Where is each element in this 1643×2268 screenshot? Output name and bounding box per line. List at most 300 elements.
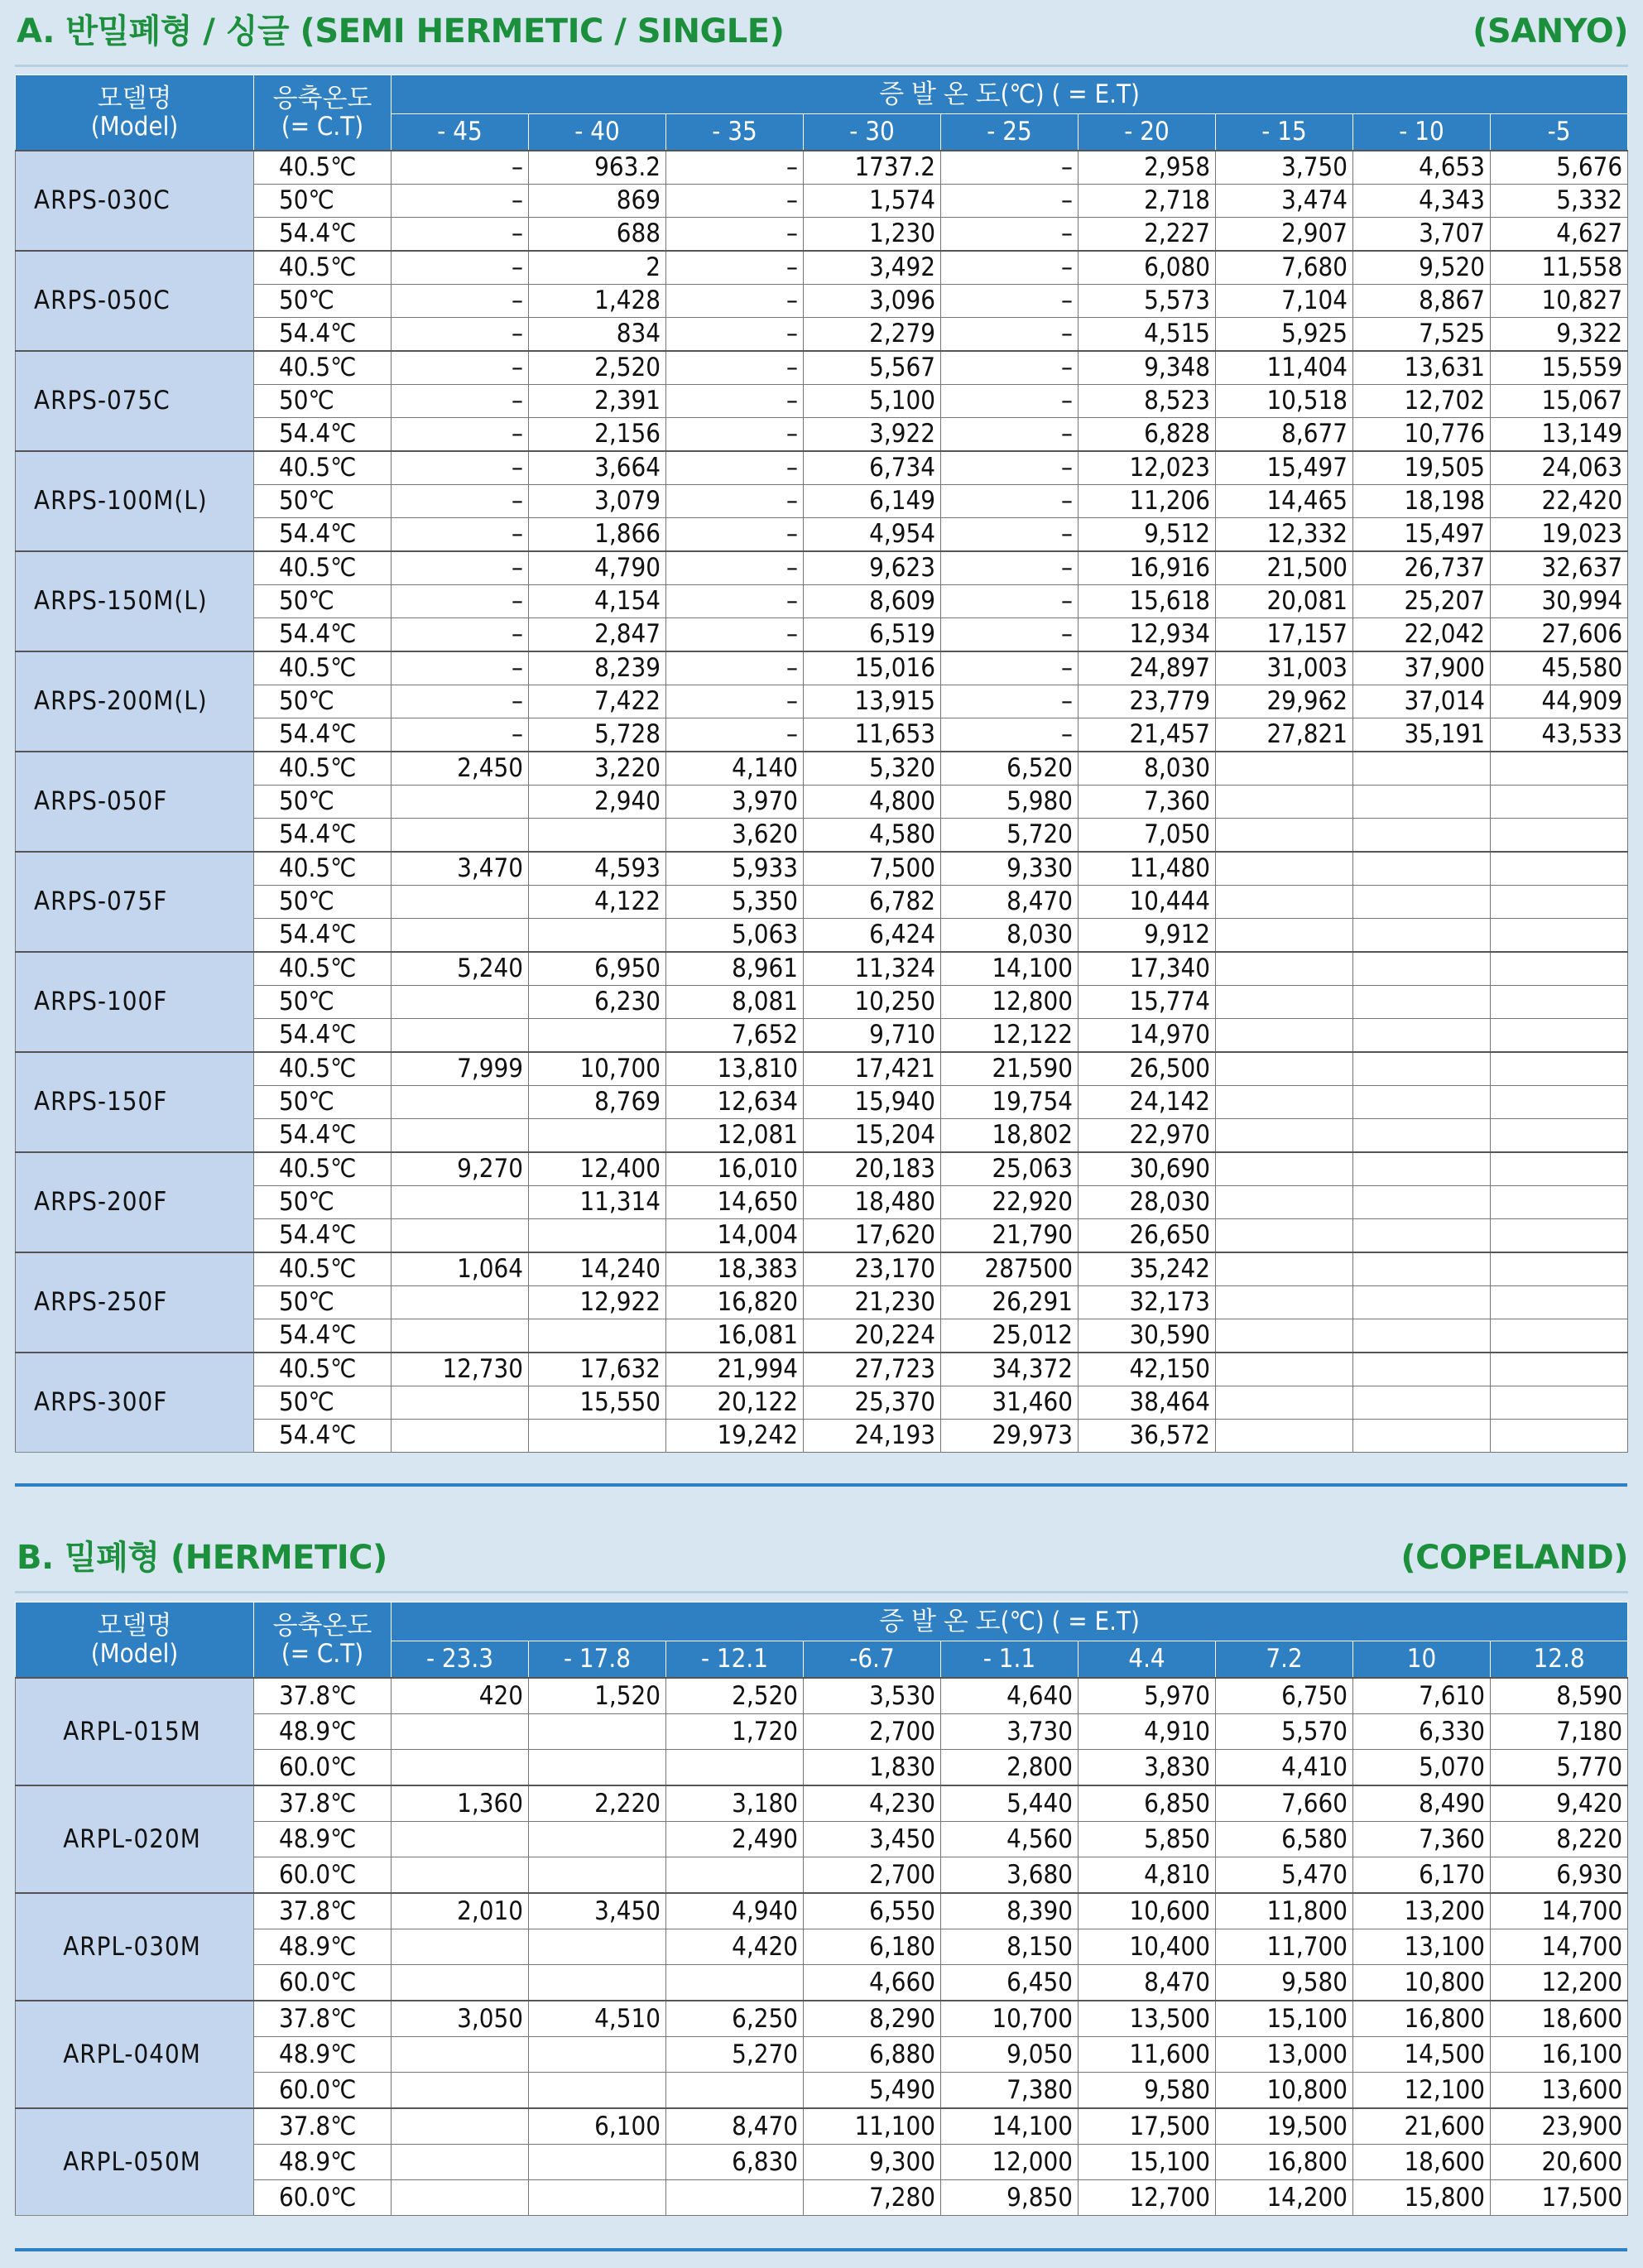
table-row [16,485,1628,518]
condensing-temp-cell: 40.5℃ [254,1353,392,1386]
capacity-cell: 11,314 [529,1186,666,1219]
capacity-cell [1353,886,1491,919]
condensing-temp-cell: 54.4℃ [254,618,392,652]
capacity-cell: 5,070 [1353,1750,1491,1786]
capacity-cell: – [941,551,1079,585]
capacity-cell: 32,637 [1491,551,1628,585]
capacity-cell: 14,240 [529,1252,666,1286]
capacity-cell: 2,279 [804,318,941,352]
capacity-cell [1491,986,1628,1019]
capacity-cell: 11,700 [1216,1929,1353,1965]
capacity-cell: 7,050 [1079,819,1216,853]
model-cell: ARPS-200F [16,1152,254,1252]
model-cell: ARPL-020M [16,1785,254,1893]
capacity-cell: 14,004 [666,1219,804,1253]
capacity-cell [1491,1152,1628,1186]
capacity-cell [1491,1420,1628,1453]
capacity-cell: 1,574 [804,185,941,218]
table-row [16,1386,1628,1420]
table-row [16,1965,1628,2001]
et-column-header: 7.2 [1216,1641,1353,1679]
capacity-cell [1353,919,1491,953]
table-row [16,218,1628,252]
capacity-cell [1353,1386,1491,1420]
capacity-cell [529,1019,666,1053]
capacity-cell: 287500 [941,1252,1079,1286]
capacity-cell: – [392,251,529,285]
capacity-cell: 4,910 [1079,1714,1216,1750]
capacity-cell: 6,950 [529,952,666,986]
section-b-brand: (COPELAND) [1400,1539,1628,1577]
capacity-cell: 34,372 [941,1353,1079,1386]
capacity-cell: 25,012 [941,1319,1079,1353]
capacity-cell: 5,470 [1216,1857,1353,1894]
capacity-cell: 2 [529,251,666,285]
capacity-cell: – [666,418,804,452]
capacity-cell: 23,170 [804,1252,941,1286]
table-row [16,1353,1628,1386]
capacity-cell: 7,280 [804,2180,941,2216]
capacity-cell: 9,300 [804,2145,941,2180]
capacity-cell: 2,700 [804,1857,941,1894]
capacity-cell: 11,653 [804,718,941,752]
capacity-cell: 8,290 [804,2001,941,2037]
capacity-cell: 4,627 [1491,218,1628,252]
model-column-header: 모델명 (Model) [16,75,254,151]
capacity-cell: 15,618 [1079,585,1216,618]
capacity-cell: 25,207 [1353,585,1491,618]
capacity-cell: 27,606 [1491,618,1628,652]
capacity-cell: 20,224 [804,1319,941,1353]
capacity-cell [392,886,529,919]
capacity-cell: 3,450 [804,1822,941,1857]
model-cell: ARPL-030M [16,1893,254,2001]
condensing-temp-cell: 50℃ [254,1186,392,1219]
capacity-cell [1491,952,1628,986]
et-column-header: - 12.1 [666,1641,804,1679]
capacity-cell [1216,1052,1353,1086]
et-column-header: - 1.1 [941,1641,1079,1679]
capacity-cell: 9,580 [1079,2073,1216,2109]
table-row [16,351,1628,385]
capacity-cell: 420 [392,1678,529,1714]
condensing-temp-cell: 54.4℃ [254,718,392,752]
et-column-header: -6.7 [804,1641,941,1679]
capacity-cell [392,1714,529,1750]
capacity-cell: 25,370 [804,1386,941,1420]
capacity-cell [1353,1286,1491,1319]
section-b-header [17,1539,1628,1577]
capacity-cell: 38,464 [1079,1386,1216,1420]
capacity-cell: 12,100 [1353,2073,1491,2109]
capacity-cell: 2,700 [804,1714,941,1750]
capacity-cell [1353,819,1491,853]
capacity-cell: 27,821 [1216,718,1353,752]
capacity-cell: 12,934 [1079,618,1216,652]
capacity-cell [1216,1353,1353,1386]
capacity-cell: 6,782 [804,886,941,919]
capacity-cell: 4,560 [941,1822,1079,1857]
table-row [16,1119,1628,1153]
capacity-cell: 12,400 [529,1152,666,1186]
capacity-cell: 10,518 [1216,385,1353,418]
capacity-cell [666,2180,804,2216]
capacity-cell [529,2073,666,2109]
table-row [16,1019,1628,1053]
capacity-cell: 15,497 [1353,518,1491,552]
capacity-cell: 13,915 [804,685,941,718]
capacity-cell [529,2145,666,2180]
capacity-cell: 2,520 [529,351,666,385]
capacity-cell: 5,332 [1491,185,1628,218]
capacity-cell [1216,1152,1353,1186]
capacity-cell: 10,400 [1079,1929,1216,1965]
capacity-cell: 16,820 [666,1286,804,1319]
capacity-cell: 14,700 [1491,1929,1628,1965]
capacity-cell: 7,180 [1491,1714,1628,1750]
table-row [16,651,1628,685]
table-row [16,2073,1628,2109]
table-row [16,185,1628,218]
model-cell: ARPS-075F [16,852,254,952]
capacity-cell: 11,206 [1079,485,1216,518]
capacity-cell [666,1857,804,1894]
capacity-cell: 6,519 [804,618,941,652]
capacity-cell [1216,819,1353,853]
capacity-cell: 1,866 [529,518,666,552]
capacity-cell: 9,520 [1353,251,1491,285]
capacity-cell: 6,149 [804,485,941,518]
capacity-cell: 2,490 [666,1822,804,1857]
capacity-cell: 12,730 [392,1353,529,1386]
capacity-cell: – [941,585,1079,618]
capacity-cell: 3,922 [804,418,941,452]
capacity-cell: 3,096 [804,285,941,318]
table-row [16,585,1628,618]
capacity-cell [529,1714,666,1750]
condensing-temp-cell: 40.5℃ [254,351,392,385]
capacity-cell: 17,632 [529,1353,666,1386]
capacity-cell: 32,173 [1079,1286,1216,1319]
capacity-cell: 35,191 [1353,718,1491,752]
capacity-cell [529,1929,666,1965]
capacity-cell: – [392,285,529,318]
capacity-cell: 23,779 [1079,685,1216,718]
capacity-cell [1216,1252,1353,1286]
capacity-cell: 26,500 [1079,1052,1216,1086]
capacity-cell: 10,827 [1491,285,1628,318]
capacity-cell: 20,183 [804,1152,941,1186]
capacity-cell: – [392,685,529,718]
capacity-cell: 5,980 [941,786,1079,819]
condensing-temp-cell: 60.0℃ [254,1750,392,1786]
capacity-cell: 688 [529,218,666,252]
condensing-temp-cell: 54.4℃ [254,318,392,352]
et-column-header: - 23.3 [392,1641,529,1679]
capacity-cell [666,2073,804,2109]
capacity-cell: 13,631 [1353,351,1491,385]
capacity-cell: 8,867 [1353,285,1491,318]
table-row [16,1822,1628,1857]
condensing-temp-cell: 37.8℃ [254,2001,392,2037]
capacity-cell: 8,030 [941,919,1079,953]
condensing-temp-cell: 37.8℃ [254,1678,392,1714]
table-row [16,1286,1628,1319]
condensing-temp-cell: 50℃ [254,1286,392,1319]
capacity-cell: 31,460 [941,1386,1079,1420]
capacity-cell: 1,230 [804,218,941,252]
capacity-cell: 4,230 [804,1785,941,1822]
capacity-cell: 20,122 [666,1386,804,1420]
capacity-cell: 14,650 [666,1186,804,1219]
capacity-cell: 2,391 [529,385,666,418]
table-row [16,518,1628,552]
capacity-cell: 35,242 [1079,1252,1216,1286]
capacity-cell: 7,999 [392,1052,529,1086]
table-row [16,919,1628,953]
capacity-cell: 5,490 [804,2073,941,2109]
capacity-cell: 10,776 [1353,418,1491,452]
model-cell: ARPS-250F [16,1252,254,1353]
capacity-cell [1491,819,1628,853]
capacity-cell: 1,360 [392,1785,529,1822]
capacity-cell: 6,080 [1079,251,1216,285]
capacity-cell: 6,330 [1353,1714,1491,1750]
condensing-temp-cell: 40.5℃ [254,1152,392,1186]
table-row [16,1086,1628,1119]
model-cell: ARPS-050F [16,752,254,852]
capacity-cell: 6,930 [1491,1857,1628,1894]
capacity-cell: 1,720 [666,1714,804,1750]
capacity-cell: 6,424 [804,919,941,953]
et-column-header: 12.8 [1491,1641,1628,1679]
model-cell: ARPS-150M(L) [16,551,254,651]
capacity-cell: 15,100 [1079,2145,1216,2180]
condensing-temp-cell: 40.5℃ [254,151,392,185]
capacity-cell: 21,500 [1216,551,1353,585]
capacity-cell: 2,450 [392,752,529,786]
capacity-cell: 3,530 [804,1678,941,1714]
capacity-cell: 6,230 [529,986,666,1019]
capacity-cell: 6,550 [804,1893,941,1929]
capacity-cell: 3,450 [529,1893,666,1929]
capacity-cell: 19,505 [1353,451,1491,485]
capacity-cell: 10,800 [1353,1965,1491,2001]
capacity-cell: 17,340 [1079,952,1216,986]
capacity-cell: 13,100 [1353,1929,1491,1965]
capacity-cell: 26,650 [1079,1219,1216,1253]
capacity-cell: – [392,518,529,552]
capacity-cell: 8,490 [1353,1785,1491,1822]
et-column-header: - 40 [529,114,666,151]
capacity-cell: 24,897 [1079,651,1216,685]
table-row [16,685,1628,718]
capacity-cell: – [392,485,529,518]
capacity-cell: 19,242 [666,1420,804,1453]
condensing-temp-cell: 54.4℃ [254,1319,392,1353]
capacity-cell: – [392,551,529,585]
capacity-cell [1216,786,1353,819]
capacity-cell: 6,520 [941,752,1079,786]
condensing-temp-cell: 40.5℃ [254,651,392,685]
capacity-cell: 28,030 [1079,1186,1216,1219]
capacity-cell: 13,600 [1491,2073,1628,2109]
capacity-cell [1353,1353,1491,1386]
capacity-cell: 4,580 [804,819,941,853]
capacity-cell: 44,909 [1491,685,1628,718]
capacity-cell: 7,380 [941,2073,1079,2109]
capacity-cell [1353,1052,1491,1086]
condensing-temp-cell: 50℃ [254,485,392,518]
capacity-cell [392,919,529,953]
table-row [16,1219,1628,1253]
model-cell: ARPS-075C [16,351,254,451]
capacity-cell [1491,886,1628,919]
capacity-cell [392,1286,529,1319]
capacity-cell [1353,1219,1491,1253]
et-column-header: - 30 [804,114,941,151]
table-row [16,318,1628,352]
capacity-cell: 8,609 [804,585,941,618]
capacity-cell: – [392,451,529,485]
capacity-cell: 10,250 [804,986,941,1019]
capacity-cell: 12,122 [941,1019,1079,1053]
capacity-cell: 5,728 [529,718,666,752]
capacity-cell: 1,830 [804,1750,941,1786]
capacity-cell: 15,559 [1491,351,1628,385]
capacity-cell: 4,343 [1353,185,1491,218]
capacity-cell: – [666,351,804,385]
capacity-cell: – [941,251,1079,285]
capacity-cell: 29,962 [1216,685,1353,718]
condensing-temp-cell: 54.4℃ [254,1019,392,1053]
capacity-cell: – [941,418,1079,452]
capacity-cell: – [941,151,1079,185]
capacity-cell: 36,572 [1079,1420,1216,1453]
capacity-cell: – [666,285,804,318]
model-cell: ARPS-100F [16,952,254,1052]
table-row [16,1929,1628,1965]
table-row [16,886,1628,919]
capacity-cell [1353,986,1491,1019]
capacity-cell: 10,700 [529,1052,666,1086]
model-cell: ARPL-050M [16,2108,254,2216]
capacity-cell: 16,100 [1491,2037,1628,2073]
capacity-cell: 31,003 [1216,651,1353,685]
model-column-header: 모델명 (Model) [16,1602,254,1679]
capacity-cell: 14,970 [1079,1019,1216,1053]
capacity-cell: 8,390 [941,1893,1079,1929]
capacity-cell: 14,100 [941,2108,1079,2145]
capacity-cell: 15,940 [804,1086,941,1119]
capacity-cell [1353,1319,1491,1353]
capacity-cell: 5,925 [1216,318,1353,352]
capacity-cell: 21,590 [941,1052,1079,1086]
capacity-cell [1216,1219,1353,1253]
capacity-cell: 9,850 [941,2180,1079,2216]
capacity-cell: 1,064 [392,1252,529,1286]
capacity-cell [1491,852,1628,886]
condensing-temp-cell: 54.4℃ [254,1119,392,1153]
capacity-cell: 15,204 [804,1119,941,1153]
capacity-cell: 16,800 [1353,2001,1491,2037]
capacity-cell: 5,933 [666,852,804,886]
capacity-cell: 1,428 [529,285,666,318]
capacity-cell: 9,512 [1079,518,1216,552]
table-row [16,551,1628,585]
capacity-cell [529,2037,666,2073]
capacity-cell: – [392,418,529,452]
table-row [16,952,1628,986]
capacity-cell: 18,480 [804,1186,941,1219]
table-row [16,2145,1628,2180]
capacity-cell: 12,332 [1216,518,1353,552]
table-row [16,1714,1628,1750]
capacity-cell: 6,100 [529,2108,666,2145]
capacity-cell [1216,952,1353,986]
capacity-cell: 7,660 [1216,1785,1353,1822]
capacity-cell [1491,1319,1628,1353]
capacity-cell: 4,593 [529,852,666,886]
capacity-cell [392,1386,529,1420]
capacity-cell: 2,800 [941,1750,1079,1786]
capacity-cell [1491,1186,1628,1219]
evaporating-temp-header: 증 발 온 도(℃) ( = E.T) [392,75,1628,114]
condensing-temp-cell: 40.5℃ [254,752,392,786]
capacity-cell: 14,500 [1353,2037,1491,2073]
condensing-temp-cell: 48.9℃ [254,2145,392,2180]
capacity-cell [1216,919,1353,953]
capacity-cell: – [941,218,1079,252]
capacity-cell [392,2037,529,2073]
capacity-cell: 30,690 [1079,1152,1216,1186]
capacity-cell: – [392,385,529,418]
et-column-header: - 35 [666,114,804,151]
capacity-cell: 7,500 [804,852,941,886]
capacity-cell: 8,150 [941,1929,1079,1965]
condensing-temp-cell: 54.4℃ [254,819,392,853]
capacity-cell [392,2180,529,2216]
capacity-cell [392,2145,529,2180]
capacity-cell: 19,023 [1491,518,1628,552]
et-column-header: - 20 [1079,114,1216,151]
capacity-cell [392,1750,529,1786]
condensing-temp-cell: 40.5℃ [254,852,392,886]
capacity-cell: 7,610 [1353,1678,1491,1714]
capacity-cell: 7,104 [1216,285,1353,318]
capacity-cell [1216,1319,1353,1353]
table-row [16,1186,1628,1219]
capacity-cell: 3,492 [804,251,941,285]
capacity-cell [1216,986,1353,1019]
capacity-cell [392,2073,529,2109]
capacity-cell: 10,600 [1079,1893,1216,1929]
capacity-cell: 2,156 [529,418,666,452]
capacity-cell: 4,410 [1216,1750,1353,1786]
table-row [16,718,1628,752]
capacity-cell: 9,270 [392,1152,529,1186]
capacity-cell: – [666,685,804,718]
capacity-cell [392,1319,529,1353]
capacity-cell: 37,014 [1353,685,1491,718]
table-row [16,986,1628,1019]
capacity-cell: 18,600 [1353,2145,1491,2180]
capacity-cell: 16,081 [666,1319,804,1353]
table-row [16,451,1628,485]
capacity-cell: 8,470 [941,886,1079,919]
capacity-cell: 14,200 [1216,2180,1353,2216]
capacity-cell [1353,1119,1491,1153]
